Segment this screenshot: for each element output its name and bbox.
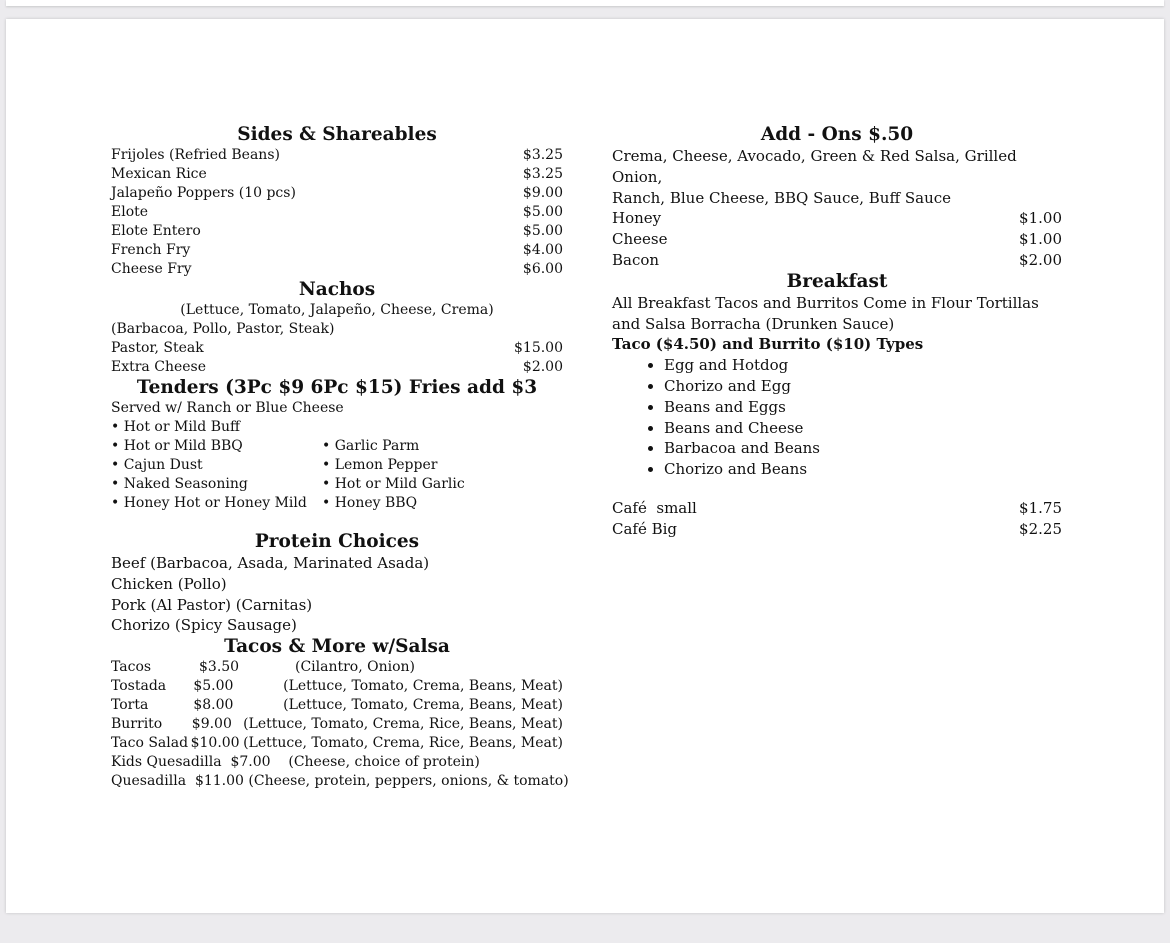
- breakfast-type: • Beans and Cheese: [664, 418, 1062, 439]
- item-name: Elote: [111, 204, 149, 220]
- tenders-flavors-col2: [322, 418, 552, 513]
- right-column: [612, 124, 1062, 540]
- item-price: $5.00: [522, 223, 563, 239]
- item-price: $2.00: [1019, 250, 1062, 269]
- item-desc: (Lettuce, Tomato, Crema, Beans, Meat): [283, 678, 563, 695]
- flavor-item: • Hot or Mild BBQ: [111, 438, 243, 454]
- taco-item: [111, 734, 563, 753]
- tacos-heading: Tacos & More w/Salsa: [224, 636, 450, 658]
- menu-item: [612, 229, 1062, 250]
- menu-item: [612, 498, 1062, 519]
- item-name: Pastor, Steak: [111, 340, 204, 356]
- flavor-item: • Cajun Dust: [111, 457, 203, 473]
- item-name: Taco Salad: [111, 735, 189, 752]
- item-price: $1.75: [1019, 498, 1062, 517]
- item-name: Torta: [111, 697, 149, 714]
- menu-item: [111, 241, 563, 260]
- item-name: Cheese: [612, 230, 668, 249]
- menu-item: [111, 358, 563, 377]
- tenders-heading: Tenders (3Pc $9 6Pc $15) Fries add $3: [136, 377, 538, 398]
- item-price: $5.00: [522, 204, 563, 220]
- menu-item: [111, 146, 563, 165]
- menu-item: [111, 165, 563, 184]
- menu-item: [111, 339, 563, 358]
- item-name: Jalapeño Poppers (10 pcs): [111, 185, 296, 201]
- tacos-list: [111, 658, 569, 791]
- item-desc: (Lettuce, Tomato, Crema, Rice, Beans, Meat): [243, 735, 563, 752]
- item-name: Elote Entero: [111, 223, 201, 239]
- breakfast-heading: Breakfast: [786, 270, 888, 292]
- taco-item: [111, 715, 563, 734]
- addons-list-line2: Ranch, Blue Cheese, BBQ Sauce, Buff Sauce: [612, 188, 952, 207]
- item-name: Tostada: [111, 678, 167, 695]
- item-price: $1.00: [1019, 209, 1062, 228]
- item-name: Bacon: [612, 250, 660, 269]
- menu-item: [111, 203, 563, 222]
- taco-item: [111, 677, 563, 696]
- item-desc: (Lettuce, Tomato, Crema, Rice, Beans, Meat): [243, 716, 563, 733]
- breakfast-types-list: [612, 355, 1062, 480]
- item-price: $5.00: [193, 678, 234, 695]
- item-name: Extra Cheese: [111, 359, 206, 375]
- item-price: $6.00: [522, 261, 563, 277]
- breakfast-type: • Egg and Hotdog: [664, 355, 1062, 376]
- quesadilla: Quesadilla $11.00 (Cheese, protein, peppers, onions, & tomato): [111, 773, 569, 790]
- protein-item: Beef (Barbacoa, Asada, Marinated Asada): [111, 554, 430, 572]
- flavor-item: • Hot or Mild Buff: [111, 419, 240, 435]
- item-price: $1.00: [1019, 230, 1062, 249]
- flavor-item: • Garlic Parm: [322, 438, 420, 454]
- left-column: [111, 124, 569, 791]
- breakfast-types-title: Taco ($4.50) and Burrito ($10) Types: [612, 335, 924, 354]
- nachos-heading: Nachos: [298, 279, 376, 300]
- flavor-item: • Honey Hot or Honey Mild: [111, 495, 307, 511]
- item-price: $8.00: [193, 697, 234, 714]
- item-name: Mexican Rice: [111, 166, 207, 182]
- menu-item: [612, 250, 1062, 271]
- item-name: Frijoles (Refried Beans): [111, 147, 280, 163]
- menu-item: [111, 260, 563, 279]
- item-price: $3.50: [199, 659, 240, 676]
- item-price: $9.00: [522, 185, 563, 201]
- protein-item: Chicken (Pollo): [111, 574, 227, 593]
- breakfast-type: • Beans and Eggs: [664, 397, 1062, 418]
- item-name: Café small: [612, 498, 697, 517]
- protein-item: Pork (Al Pastor) (Carnitas): [111, 595, 313, 614]
- taco-item: [111, 696, 563, 715]
- item-price: $2.00: [522, 359, 563, 375]
- breakfast-type: • Chorizo and Egg: [664, 376, 1062, 397]
- tenders-flavors-col1: [111, 418, 322, 513]
- item-price: $10.00: [190, 735, 240, 752]
- item-price: $3.25: [522, 147, 563, 163]
- flavor-item: • Lemon Pepper: [322, 457, 438, 473]
- flavor-item: • Honey BBQ: [322, 495, 418, 511]
- item-name: Honey: [612, 209, 662, 228]
- sides-list: [111, 146, 563, 279]
- menu-item: [612, 519, 1062, 540]
- item-name: Cheese Fry: [111, 261, 192, 277]
- item-price: $2.25: [1019, 519, 1062, 538]
- flavor-item: • Naked Seasoning: [111, 476, 248, 492]
- tenders-served: Served w/ Ranch or Blue Cheese: [111, 400, 344, 416]
- sides-heading: Sides & Shareables: [237, 124, 437, 145]
- menu-page: [6, 19, 1164, 913]
- taco-item: [111, 658, 563, 677]
- item-name: Burrito: [111, 716, 163, 733]
- flavor-item: [322, 418, 552, 437]
- item-price: $15.00: [514, 340, 563, 356]
- menu-item: [612, 208, 1062, 229]
- item-price: $3.25: [522, 166, 563, 182]
- nachos-toppings: (Lettuce, Tomato, Jalapeño, Cheese, Crema): [180, 302, 494, 318]
- nachos-proteins: (Barbacoa, Pollo, Pastor, Steak): [111, 321, 335, 337]
- item-desc: (Lettuce, Tomato, Crema, Beans, Meat): [283, 697, 563, 714]
- item-desc: (Cilantro, Onion): [295, 659, 416, 676]
- protein-heading: Protein Choices: [254, 531, 420, 552]
- addons-list-line1: Crema, Cheese, Avocado, Green & Red Salsa, Grilled Onion,: [612, 147, 1017, 186]
- protein-list: [111, 553, 563, 636]
- item-name: French Fry: [111, 242, 191, 258]
- tenders-flavors: [111, 418, 563, 513]
- previous-page-edge: [6, 0, 1164, 6]
- menu-item: [111, 222, 563, 241]
- breakfast-note-line2: and Salsa Borracha (Drunken Sauce): [612, 314, 895, 333]
- flavor-item: • Hot or Mild Garlic: [322, 476, 465, 492]
- item-name: Café Big: [612, 519, 678, 538]
- menu-item: [111, 184, 563, 203]
- kids-quesadilla: Kids Quesadilla $7.00 (Cheese, choice of protein): [111, 754, 480, 771]
- addons-heading: Add - Ons $.50: [760, 124, 914, 145]
- item-name: Tacos: [111, 659, 152, 676]
- breakfast-type: • Barbacoa and Beans: [664, 438, 1062, 459]
- breakfast-note-line1: All Breakfast Tacos and Burritos Come in Flour Tortillas: [612, 293, 1039, 312]
- breakfast-type: • Chorizo and Beans: [664, 459, 1062, 480]
- item-price: $9.00: [191, 716, 232, 733]
- protein-item: Chorizo (Spicy Sausage): [111, 616, 297, 635]
- item-price: $4.00: [522, 242, 563, 258]
